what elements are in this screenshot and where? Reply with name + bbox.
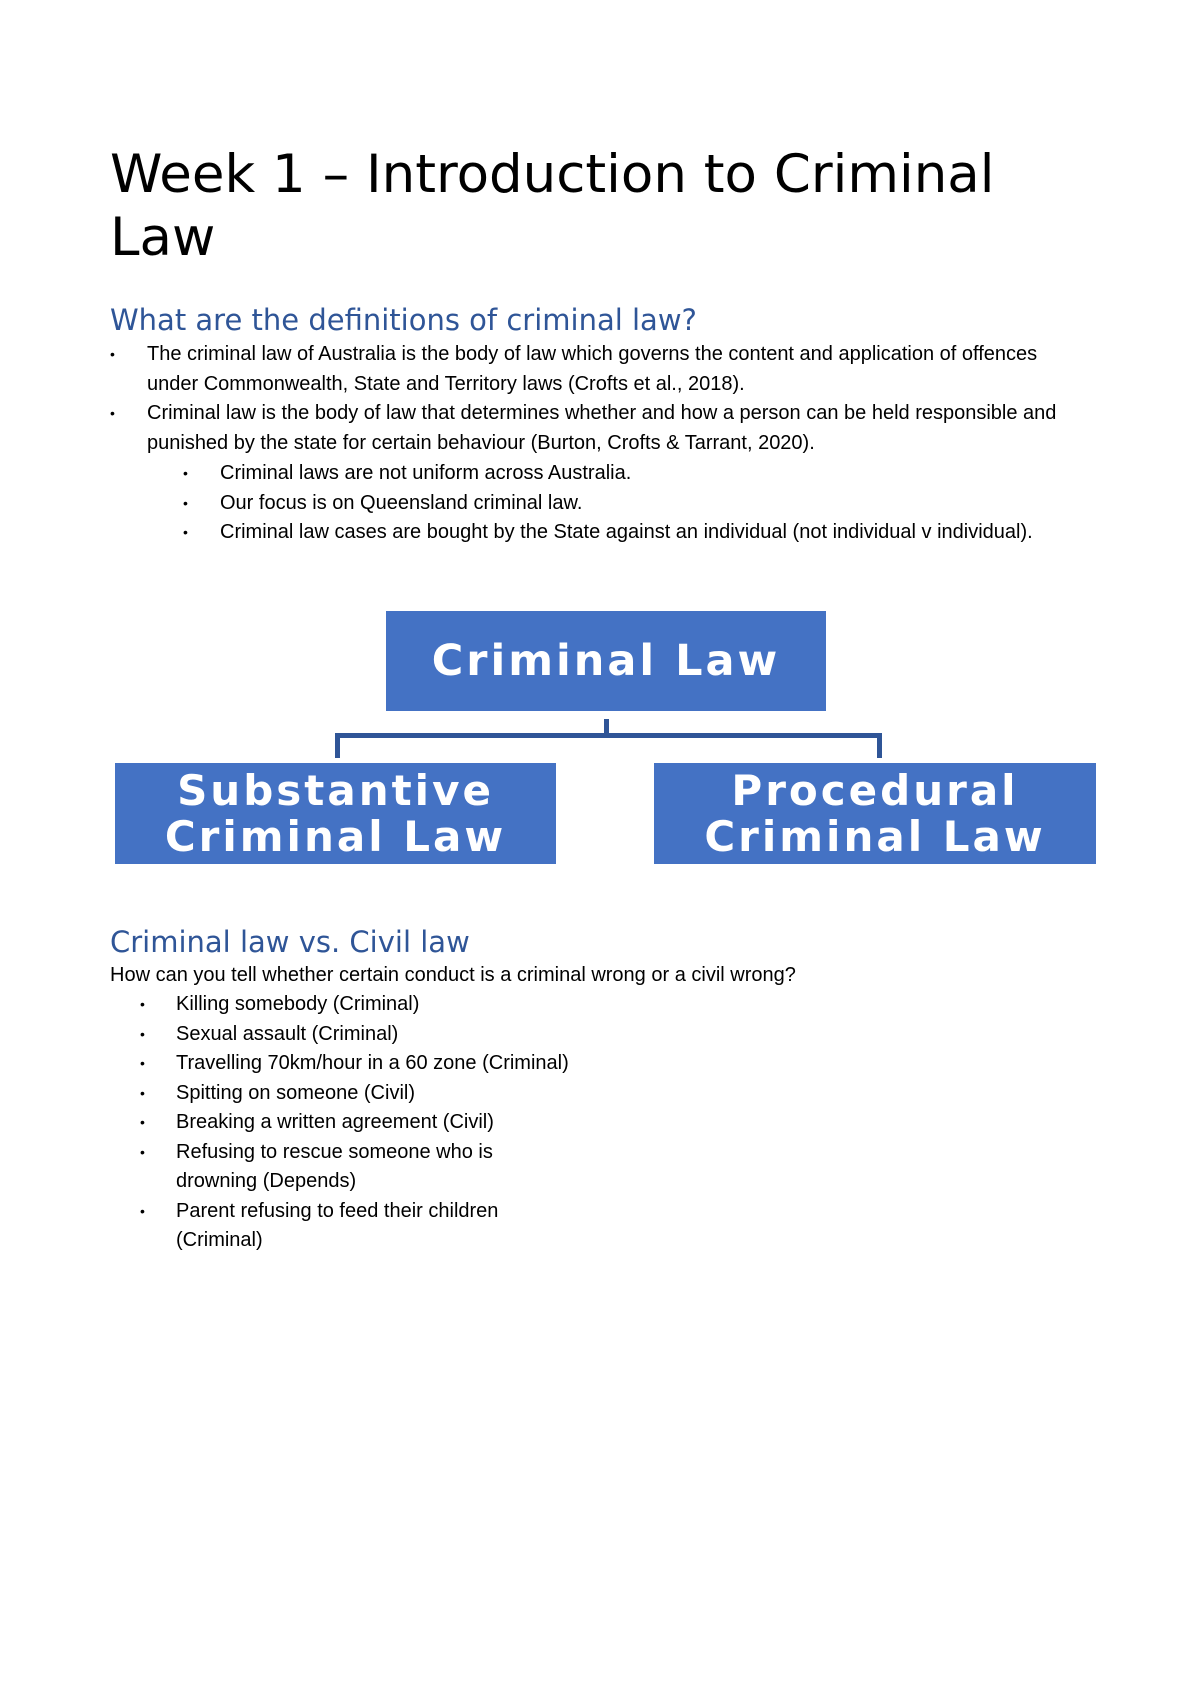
list-item (110, 1197, 570, 1256)
sub-list-item (110, 489, 1080, 519)
definitions-list (110, 340, 1080, 458)
list-item-text: Refusing to rescue someone who is drowning (Depends) (176, 1140, 493, 1192)
list-item-text: Parent refusing to feed their children (Criminal) (176, 1199, 499, 1251)
list-item-text: Criminal laws are not uniform across Australia. (220, 462, 632, 484)
bullet-icon: • (140, 1202, 145, 1219)
connector-vertical (604, 719, 609, 735)
bullet-icon: • (140, 1055, 145, 1071)
list-item-text: Travelling 70km/hour in a 60 zone (Criminal) (176, 1052, 569, 1074)
list-item-text: The criminal law of Australia is the body of law which governs the content and application of offences under Commonwealth, State and Territory laws (Crofts et al., 2018). (147, 343, 1038, 395)
bullet-icon: • (140, 1084, 145, 1101)
list-item (110, 1020, 570, 1050)
list-item-text: Sexual assault (Criminal) (176, 1022, 399, 1045)
list-item (110, 340, 1080, 399)
bullet-icon: • (183, 524, 188, 540)
list-item-text: Our focus is on Queensland criminal law. (220, 491, 583, 514)
bullet-icon: • (140, 996, 145, 1012)
list-item-text: Criminal law cases are bought by the State against an individual (not individual v individual). (220, 521, 1033, 543)
list-item (110, 399, 1080, 458)
diagram-substantive-box: Substantive Criminal Law (115, 763, 556, 864)
bullet-icon: • (183, 494, 188, 511)
bullet-icon: • (140, 1114, 145, 1130)
connector-left-drop (335, 733, 340, 758)
sub-list-item (110, 518, 1080, 548)
bullet-icon: • (140, 1025, 145, 1042)
list-item (110, 1049, 570, 1079)
list-item-text: Criminal law is the body of law that determines whether and how a person can be held responsible and punished by the state for certain behaviour (Burton, Crofts & Tarrant, 2020). (147, 402, 1057, 454)
bullet-icon: • (183, 465, 188, 481)
list-item (110, 990, 570, 1020)
diagram-root-box: Criminal Law (386, 611, 826, 711)
criminal-vs-civil-heading: Criminal law vs. Civil law (110, 925, 470, 959)
list-item (110, 1079, 570, 1109)
definitions-heading: What are the definitions of criminal law? (110, 303, 697, 337)
criminal-vs-civil-intro: How can you tell whether certain conduct is a criminal wrong or a civil wrong? (110, 964, 796, 986)
sub-list-item (110, 459, 1080, 489)
list-item-text: Killing somebody (Criminal) (176, 993, 420, 1015)
diagram-procedural-box: Procedural Criminal Law (654, 763, 1096, 864)
connector-horizontal (335, 733, 882, 738)
page-title: Week 1 – Introduction to Criminal Law (110, 144, 995, 268)
list-item-text: Breaking a written agreement (Civil) (176, 1111, 494, 1133)
definitions-sub-list (110, 459, 1080, 548)
connector-right-drop (877, 733, 882, 758)
bullet-icon: • (110, 346, 115, 362)
bullet-icon: • (140, 1143, 145, 1160)
examples-list (110, 990, 570, 1256)
list-item (110, 1138, 570, 1197)
bullet-icon: • (110, 405, 115, 421)
list-item-text: Spitting on someone (Civil) (176, 1081, 415, 1104)
list-item (110, 1108, 570, 1138)
